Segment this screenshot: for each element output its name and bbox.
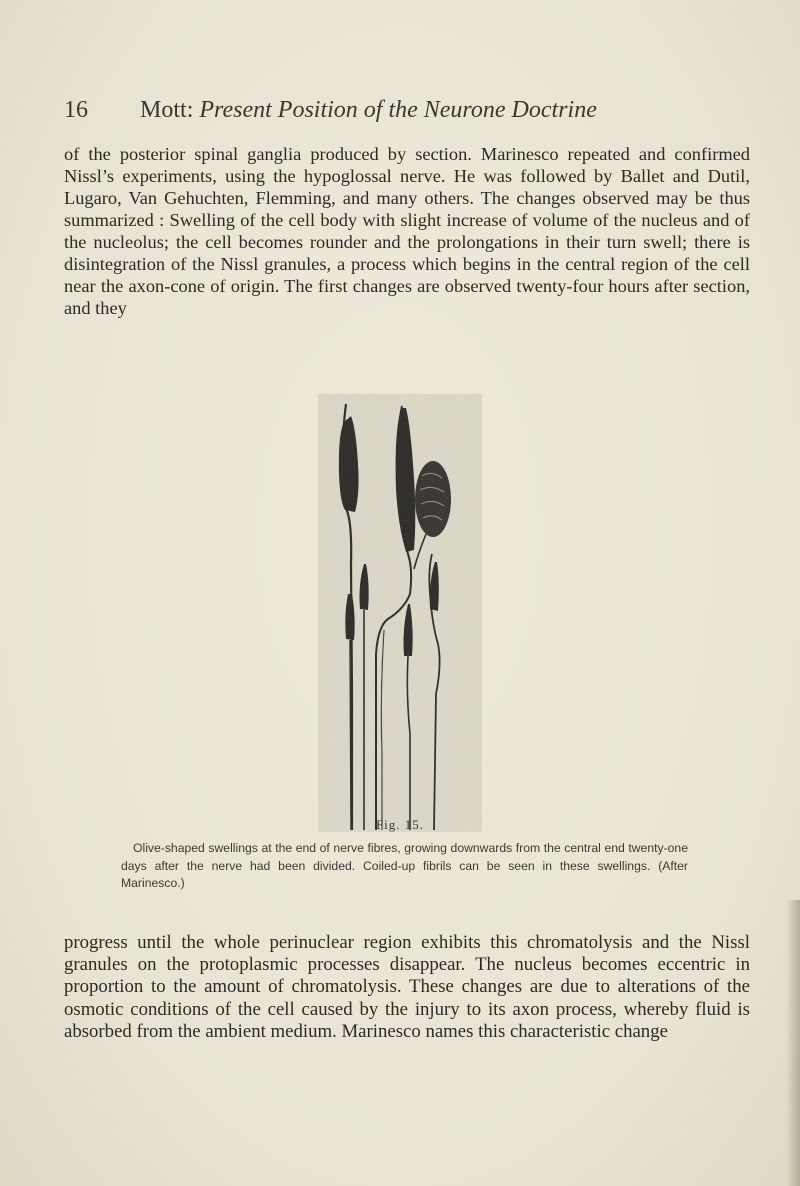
running-header	[64, 96, 744, 124]
header-title: Present Position of the Neurone Doctrine	[199, 97, 597, 123]
figure-nerve-fibres	[318, 394, 482, 832]
header-author: Mott	[140, 97, 187, 123]
page-edge-shadow	[786, 900, 800, 1186]
header-separator: :	[186, 97, 194, 123]
body-paragraph-top: of the posterior spinal ganglia produced by section. Marinesco repeated and confirmed Nissl’s experiments, using the hypoglossal nerve. He was followed by Ballet and Dutil, Lugaro, Van Gehuchten, Flemming, and many others. The changes observed may be thus summarized : Swelling of the cell body with slight increase of volume of the nucleus and of the nucleolus; the cell becomes rounder and the prolongations in their turn swell; there is disintegration of the Nissl granules, a process which begins in the central region of the cell near the axon-cone of origin. The first changes are observed twenty-four hours after section, and they	[64, 144, 750, 318]
figure-grain	[318, 394, 482, 832]
body-paragraph-bottom: progress until the whole perinuclear region exhibits this chromatolysis and the Nissl granules on the protoplasmic processes disappear. The nucleus becomes eccentric in proportion to the amount of chromatolysis. These changes are due to alterations of the osmotic conditions of the cell caused by the injury to its axon process, whereby fluid is absorbed from the ambient medium. Marinesco names this characteristic change	[64, 932, 750, 1042]
figure-caption: Olive-shaped swellings at the end of nerve fibres, growing downwards from the central end twenty-one days after the nerve had been divided. Coiled-up fibrils can be seen in these swellings. (After Marinesco.)	[121, 841, 688, 891]
nerve-fibres-illustration	[318, 394, 482, 832]
figure-label: Fig. 15.	[375, 817, 425, 832]
page-number: 16	[64, 97, 88, 123]
